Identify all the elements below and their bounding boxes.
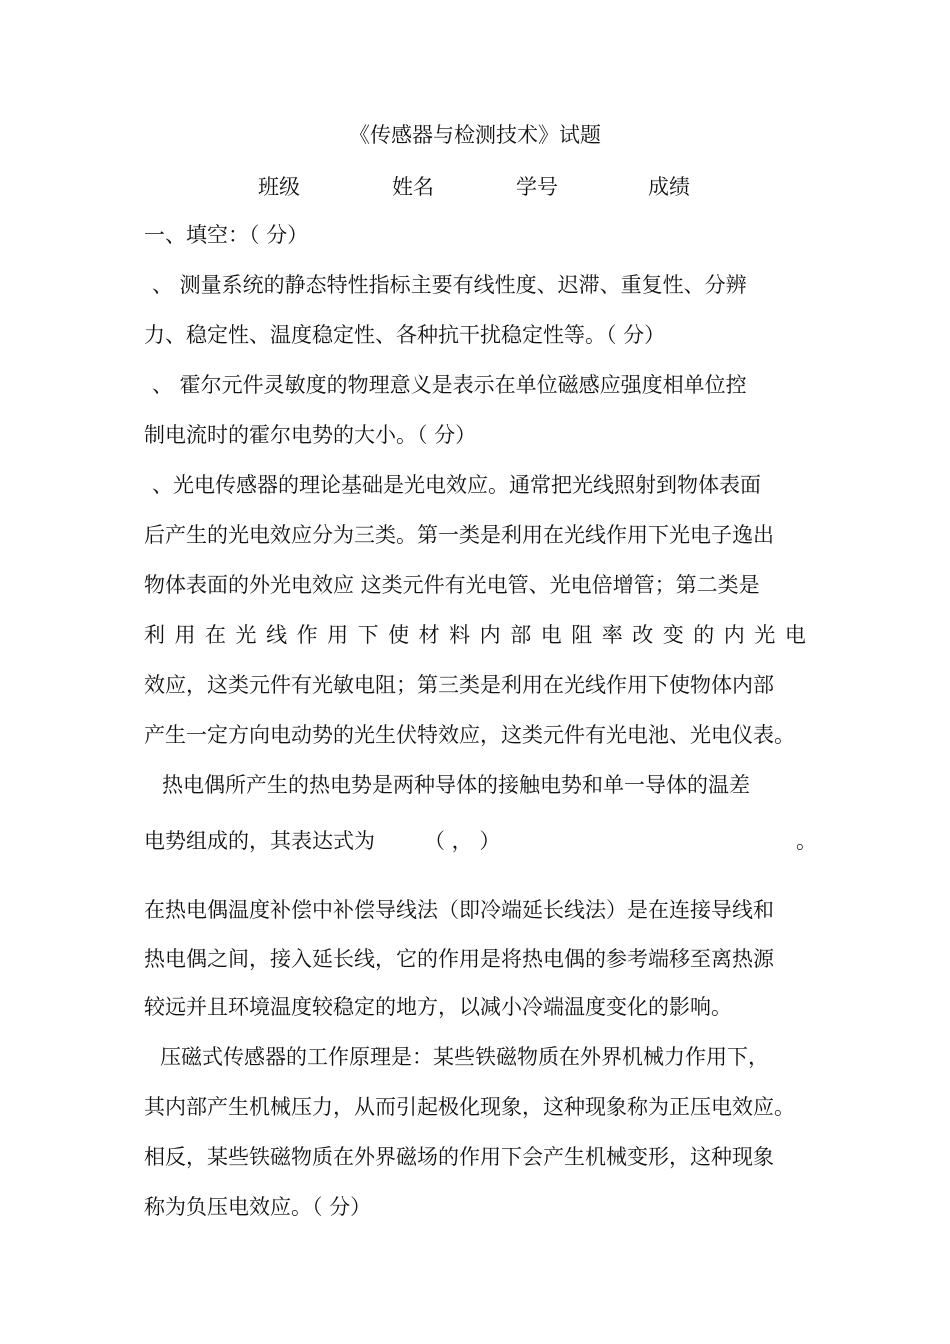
q5-line-2: 其内部产生机械压力，从而引起极化现象，这种现象称为正压电效应。 <box>144 1095 795 1119</box>
q3-line-6: 产生一定方向电动势的光生伏特效应，这类元件有光电池、光电仪表。 <box>144 723 795 747</box>
q4-line-3: 在热电偶温度补偿中补偿导线法（即冷端延长线法）是在连接导线和 <box>144 898 774 922</box>
q3-line-2: 后产生的光电效应分为三类。第一类是利用在光线作用下光电子逸出 <box>144 523 774 547</box>
q1-line-1: 、 测量系统的静态特性指标主要有线性度、迟滞、重复性、分辨 <box>152 273 747 297</box>
class-label: 班级 <box>258 175 300 199</box>
q1-line-2: 力、稳定性、温度稳定性、各种抗干扰稳定性等。（ 分） <box>144 323 666 347</box>
student-id-label: 学号 <box>516 175 558 199</box>
q3-line-1: 、光电传感器的理论基础是光电效应。通常把光线照射到物体表面 <box>152 473 761 497</box>
q3-line-4: 利 用 在 光 线 作 用 下 使 材 料 内 部 电 阻 率 改 变 的 内 光 电 <box>144 623 806 647</box>
q4-line-2-text: 电势组成的，其表达式为 <box>144 829 375 853</box>
exam-title: 《传感器与检测技术》试题 <box>349 123 601 147</box>
q5-line-3: 相反，某些铁磁物质在外界磁场的作用下会产生机械变形，这种现象 <box>144 1145 774 1169</box>
q4-line-2-end: 。 <box>796 829 817 853</box>
q5-line-4: 称为负压电效应。（ 分） <box>144 1195 372 1219</box>
q3-line-3: 物体表面的外光电效应 这类元件有光电管、光电倍增管；第二类是 <box>144 573 760 597</box>
q4-formula-blank: （ ， ） <box>424 829 501 853</box>
q2-line-1: 、 霍尔元件灵敏度的物理意义是表示在单位磁感应强度相单位控 <box>152 373 747 397</box>
section-heading: 一、填空：（ 分） <box>144 223 309 247</box>
q4-line-1: 热电偶所产生的热电势是两种导体的接触电势和单一导体的温差 <box>162 773 750 797</box>
q2-line-2: 制电流时的霍尔电势的大小。（ 分） <box>144 423 477 447</box>
q5-line-1: 压磁式传感器的工作原理是：某些铁磁物质在外界机械力作用下， <box>160 1045 769 1069</box>
name-label: 姓名 <box>392 175 434 199</box>
q3-line-5: 效应，这类元件有光敏电阻；第三类是利用在光线作用下使物体内部 <box>144 673 774 697</box>
q4-line-5: 较远并且环境温度较稳定的地方，以减小冷端温度变化的影响。 <box>144 995 732 1019</box>
q4-line-4: 热电偶之间，接入延长线，它的作用是将热电偶的参考端移至离热源 <box>144 947 774 971</box>
score-label: 成绩 <box>648 175 690 199</box>
